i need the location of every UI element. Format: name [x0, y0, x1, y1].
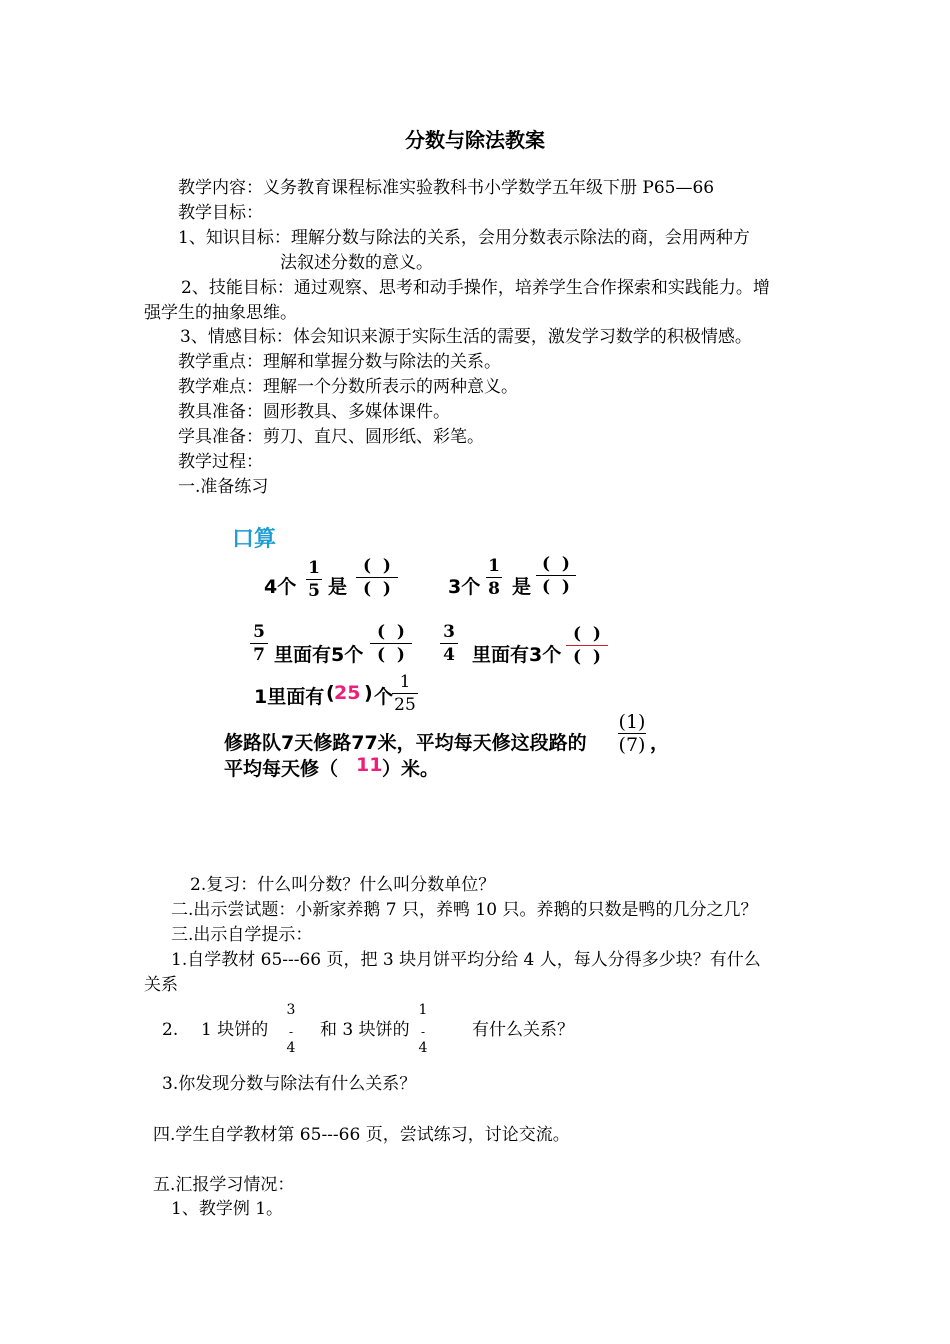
- r2b-fraction: 3 4: [440, 622, 458, 665]
- section-4-heading: 四.学生自学教材第 65---66 页，尝试练习，讨论交流。: [153, 1125, 570, 1145]
- review-line: 2.复习：什么叫分数？什么叫分数单位？: [190, 875, 496, 895]
- r4-comma: ，: [650, 732, 670, 754]
- tip-2-text-a: 1 块饼的: [201, 1020, 269, 1040]
- r2b-text: 里面有3个: [472, 644, 562, 666]
- tip-2-text-c: 有什么关系？: [472, 1020, 574, 1040]
- r1a-answer-blank: ( ) ( ): [356, 556, 398, 599]
- goal-knowledge: 1、知识目标：理解分数与除法的关系，会用分数表示除法的商，会用两种方: [178, 228, 750, 248]
- r3-suffix: 个: [374, 686, 394, 708]
- tip-3: 3.你发现分数与除法有什么关系？: [162, 1074, 417, 1094]
- tip-1-cont: 关系: [144, 975, 178, 995]
- section-3-heading: 三.出示自学提示：: [171, 925, 313, 945]
- r1a-prefix: 4个: [264, 576, 297, 598]
- key-point: 教学重点：理解和掌握分数与除法的关系。: [178, 352, 501, 372]
- section-2-heading: 二.出示尝试题：小新家养鹅 7 只，养鸭 10 只。养鹅的只数是鸭的几分之几？: [171, 900, 758, 920]
- section-1-heading: 一.准备练习: [178, 477, 269, 497]
- section-5-heading: 五.汇报学习情况：: [153, 1175, 295, 1195]
- tip-2-number: 2.: [162, 1020, 179, 1040]
- page-title: 分数与除法教案: [405, 128, 545, 152]
- r2a-answer-blank: ( ) ( ): [370, 622, 412, 665]
- teaching-content: 教学内容：义务教育课程标准实验教科书小学数学五年级下册 P65—66: [178, 178, 715, 198]
- r4-answer: 11: [356, 754, 383, 776]
- difficulty: 教学难点：理解一个分数所表示的两种意义。: [178, 377, 518, 397]
- goal-knowledge-cont: 法叙述分数的意义。: [280, 253, 433, 273]
- teacher-tools: 教具准备：圆形教具、多媒体课件。: [178, 402, 450, 422]
- r2a-text: 里面有5个: [274, 644, 364, 666]
- figure-heading: 口算: [232, 527, 277, 552]
- goal-skill: 2、技能目标：通过观察、思考和动手操作，培养学生合作探索和实践能力。增: [181, 278, 770, 298]
- r4-line2-prefix: 平均每天修（: [224, 758, 339, 780]
- student-tools: 学具准备：剪刀、直尺、圆形纸、彩笔。: [178, 427, 484, 447]
- r1b-prefix: 3个: [448, 576, 481, 598]
- r4-fraction: (1) (7): [618, 711, 646, 756]
- example-1: 1、教学例 1。: [171, 1199, 284, 1219]
- goal-emotion: 3、情感目标：体会知识来源于实际生活的需要，激发学习数学的积极情感。: [180, 327, 752, 347]
- r1b-answer-blank: ( ) ( ): [536, 554, 576, 597]
- r3-close-paren: ): [364, 682, 373, 704]
- r2b-answer-blank: ( ) ( ): [566, 624, 608, 667]
- r1b-is: 是: [512, 576, 532, 598]
- process-label: 教学过程：: [178, 452, 263, 472]
- r1a-fraction: 1 5: [306, 558, 322, 601]
- tip-2-fraction-1: 3 - 4: [286, 1002, 296, 1056]
- goals-label: 教学目标：: [178, 203, 263, 223]
- tip-1: 1.自学教材 65---66 页，把 3 块月饼平均分给 4 人，每人分得多少块？有什么: [171, 950, 761, 970]
- r3-prefix: 1里面有: [254, 686, 325, 708]
- r2a-fraction: 5 7: [250, 622, 268, 665]
- r4-line2-suffix: ）米。: [382, 758, 440, 780]
- tip-2-text-b: 和 3 块饼的: [320, 1020, 410, 1040]
- r1b-fraction: 1 8: [486, 556, 502, 599]
- r4-line1: 修路队7天修路77米，平均每天修这段路的: [224, 732, 587, 754]
- goal-skill-cont: 强学生的抽象思维。: [144, 303, 297, 323]
- r1a-is: 是: [328, 576, 348, 598]
- r3-answer: 25: [334, 682, 361, 704]
- r3-open-paren: (: [326, 682, 335, 704]
- tip-2-fraction-2: 1 - 4: [418, 1002, 428, 1056]
- r3-fraction: 1 25: [392, 672, 418, 715]
- mental-arithmetic-figure: [222, 518, 692, 788]
